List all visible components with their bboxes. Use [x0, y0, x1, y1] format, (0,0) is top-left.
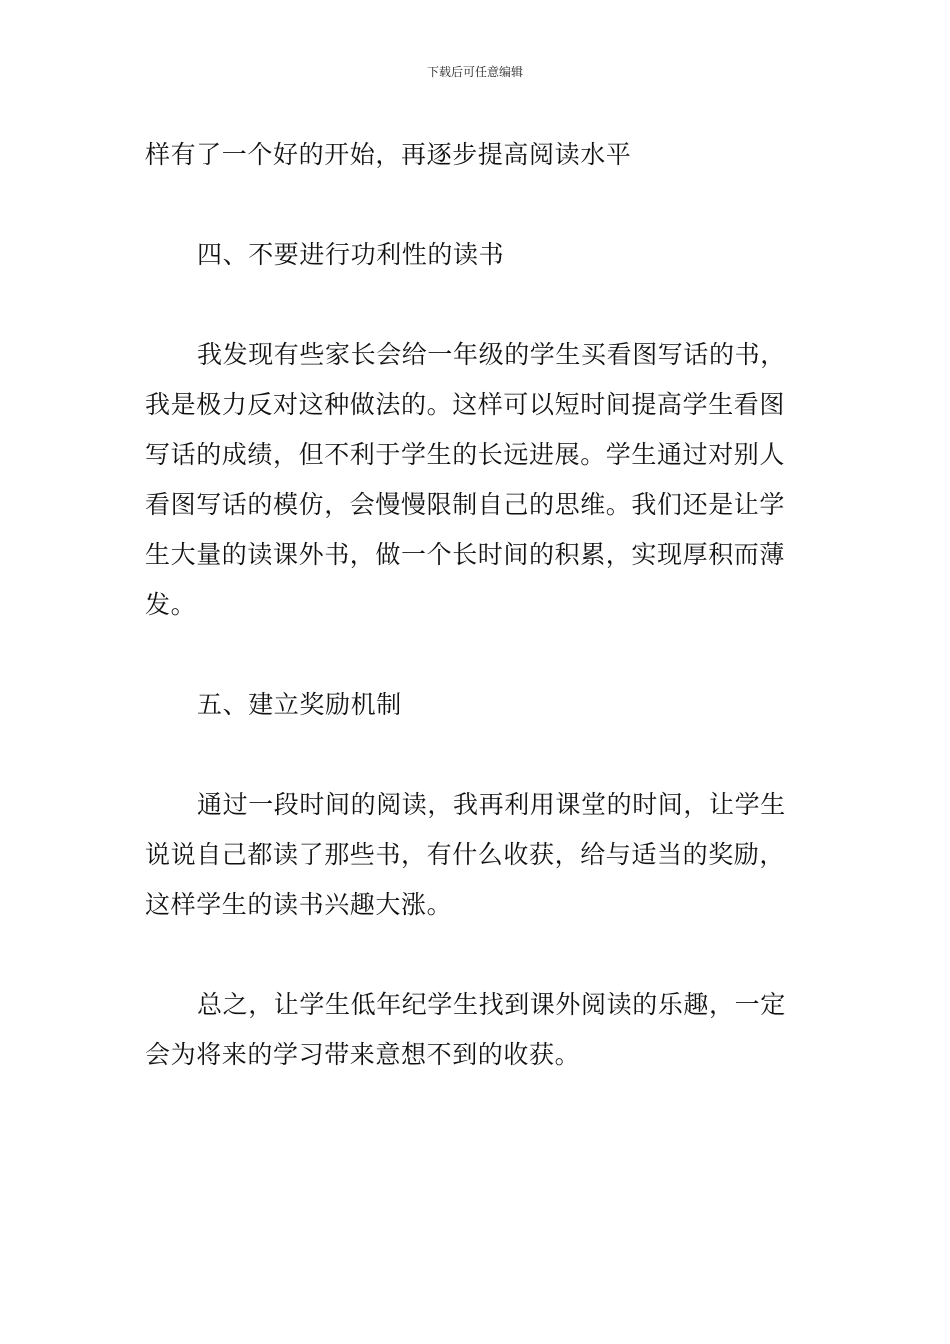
paragraph [145, 980, 811, 1080]
paragraph-line: 我是极力反对这种做法的。这样可以短时间提高学生看图 [145, 390, 786, 419]
paragraph-line: 看图写话的模仿，会慢慢限制自己的思维。我们还是让学 [145, 490, 786, 519]
paragraph-line: 样有了一个好的开始，再逐步提高阅读水平 [145, 140, 632, 169]
paragraph [145, 330, 811, 630]
section-heading: 五、建立奖励机制 [197, 690, 402, 719]
paragraph-gap [145, 930, 811, 980]
paragraph-line: 这样学生的读书兴趣大涨。 [145, 890, 453, 919]
paragraph-line: 总之，让学生低年纪学生找到课外阅读的乐趣，一定 [197, 990, 786, 1019]
document-body [145, 130, 811, 1080]
paragraph-line: 生大量的读课外书，做一个长时间的积累，实现厚积而薄 [145, 540, 786, 569]
paragraph-gap [145, 730, 811, 780]
paragraph-gap [145, 180, 811, 230]
section-heading: 四、不要进行功利性的读书 [197, 240, 505, 269]
paragraph [145, 780, 811, 930]
paragraph-line: 通过一段时间的阅读，我再利用课堂的时间，让学生 [197, 790, 786, 819]
paragraph-line: 发。 [145, 590, 197, 619]
paragraph-gap [145, 630, 811, 680]
paragraph-gap [145, 280, 811, 330]
paragraph-line: 写话的成绩，但不利于学生的长远进展。学生通过对别人 [145, 440, 786, 469]
paragraph-line: 我发现有些家长会给一年级的学生买看图写话的书， [197, 340, 786, 369]
page-header: 下载后可任意编辑 [426, 65, 523, 79]
paragraph-line: 说说自己都读了那些书，有什么收获，给与适当的奖励， [145, 840, 786, 869]
paragraph-line: 会为将来的学习带来意想不到的收获。 [145, 1040, 581, 1069]
